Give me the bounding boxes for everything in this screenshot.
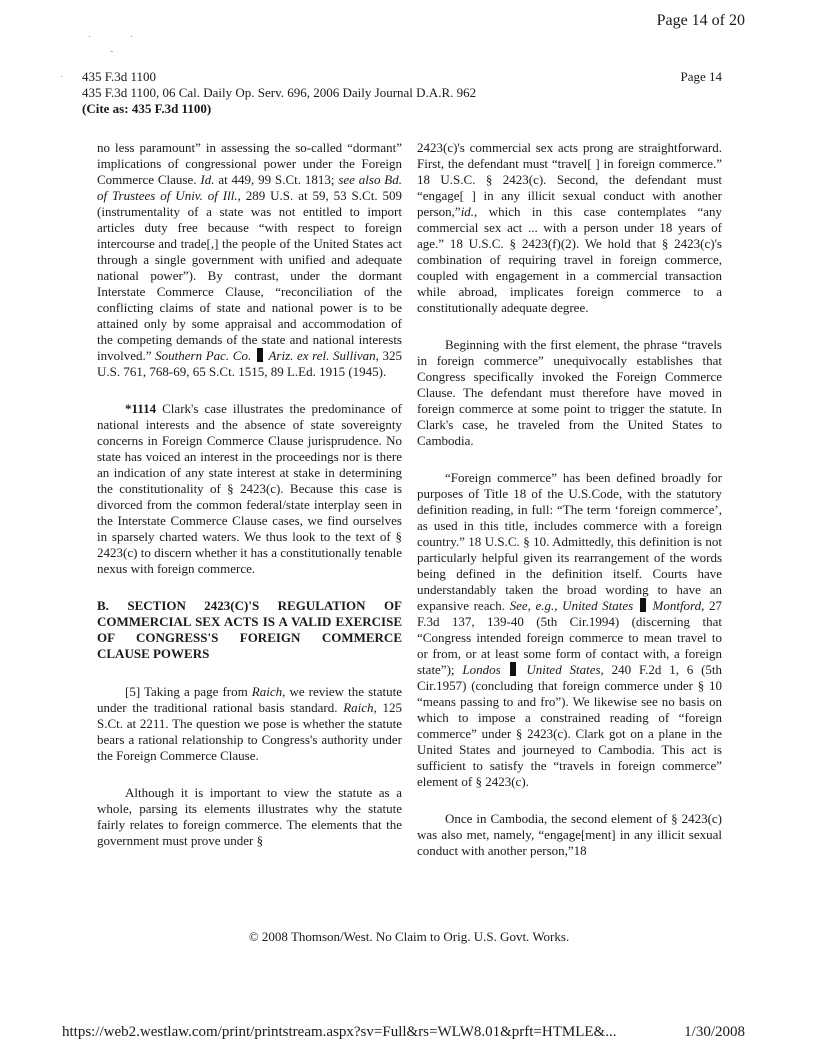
paragraph: Although it is important to view the statute as a whole, parsing its elements illustrates why the statute fairly relates to foreign commerce. The elements that the government must prove under § [97,785,402,848]
paragraph: no less paramount” in assessing the so-called “dormant” implications of congressional power under the Foreign Commerce Clause. Id. at 449, 99 S.Ct. 1813; see also Bd. of Trustees of Univ. of Ill., 289 U.S. at 59, 53 S.Ct. 509 (instrumentality of a state was not entitled to import articles duty free because “with respect to foreign intercourse and trade[,] the people of the United States act through a single government with unified and adequate national power”). By contrast, under the dormant Interstate Commerce Clause, “reconciliation of the conflicting claims of state and national power is to be attained only by some appraisal and accommodation of the competing demands of the state and national interests involved.” Southern Pac. Co. Ariz. ex rel. Sullivan, 325 U.S. 761, 768-69, 65 S.Ct. 1515, 89 L.Ed. 1915 (1945). [97,140,402,379]
keycite-flag-icon [257,348,263,362]
keycite-flag-icon [640,598,646,612]
copyright-footer: © 2008 Thomson/West. No Claim to Orig. U.S. Govt. Works. [248,929,570,944]
paragraph: “Foreign commerce” has been defined broadly for purposes of Title 18 of the U.S.Code, with the statutory definition reading, in full: “The term ‘foreign commerce’, as used in this title, includes commerce with a foreign country.” 18 U.S.C. § 10. Admittedly, this definition is not particularly helpful given its rearrangement of the words being defined in the definition itself. Courts have understandably taken the broad wording to have an expansive reach. See, e.g., United States Montford, 27 F.3d 137, 139-40 (5th Cir.1994) (discerning that “Congress intended foreign commerce to mean travel to or from, or at least some form of contact with, a foreign state”); Londos United States, 240 F.2d 1, 6 (5th Cir.1957) (concluding that foreign commerce under § 10 “means passing to and fro”). We likewise see no basis on which to impose a constrained reading of “foreign commerce” under § 2423(c). Clark got on a plane in the United States and journeyed to Cambodia. This act is sufficient to satisfy the “travels in foreign commerce” element of § 2423(c). [417,470,723,789]
paragraph: [5] Taking a page from Raich, we review the statute under the traditional rational basis standard. Raich, 125 S.Ct. at 2211. The question we pose is whether the statute bears a rational relationship to Congress's authority under the Foreign Commerce Clause. [97,684,403,763]
scan-speck: · · [88,32,152,43]
left-column [97,140,402,870]
scan-speck: · [60,72,64,83]
section-heading: B. SECTION 2423(C)'S REGULATION OF COMMERCIAL SEX ACTS IS A VALID EXERCISE OF CONGRESS'S FOREIGN COMMERCE CLAUSE POWERS [97,598,402,661]
citation-block [82,69,476,117]
star-page: *1114 [125,401,157,416]
print-url: https://web2.westlaw.com/print/printstream.aspx?sv=Full&rs=WLW8.01&prft=HTMLE&... [62,1024,617,1040]
paragraph: 2423(c)'s commercial sex acts prong are straightforward. First, the defendant must “travel[ ] in foreign commerce.” 18 U.S.C. § 2423(c). Second, the defendant must “engage[ ] in any illicit sexual conduct with another person,”id., which in this case contemplates “any commercial sex act ... with a person under 18 years of age.” 18 U.S.C. § 2423(f)(2). We hold that § 2423(c)'s combination of requiring travel in foreign commerce, coupled with engagement in a commercial transaction while abroad, implicates foreign commerce to a constitutionally adequate degree. [417,140,722,315]
page-label: Page 14 [680,69,722,84]
paragraph: *1114 Clark's case illustrates the predominance of national interests and the absence of state sovereignty concerns in Foreign Commerce Clause jurisprudence. No state has voiced an interest in the proceedings nor is there an indication of any state interest at stake in determining the constitutionality of § 2423(c). Because this case is divorced from the common federal/state interplay seen in the Interstate Commerce Clause cases, we find ourselves in sparsely charted waters. We thus look to the text of § 2423(c) to discern whether it has a constitutionally tenable nexus with foreign commerce. [97,401,402,576]
citation-line: 435 F.3d 1100 [82,69,156,84]
page-indicator: Page 14 of 20 [656,12,745,29]
citation-line: 435 F.3d 1100, 06 Cal. Daily Op. Serv. 696, 2006 Daily Journal D.A.R. 962 [82,85,477,100]
right-column [417,140,722,880]
print-date: 1/30/2008 [684,1024,745,1040]
scan-speck: - [110,46,114,57]
paragraph: Once in Cambodia, the second element of § 2423(c) was also met, namely, “engage[ment] in any illicit sexual conduct with another person,”18 [417,811,722,858]
cite-as: (Cite as: 435 F.3d 1100) [82,101,212,116]
keycite-flag-icon [510,662,516,676]
paragraph: Beginning with the first element, the phrase “travels in foreign commerce” unequivocally establishes that Congress specifically invoked the Foreign Commerce Clause. The defendant must therefore have moved in foreign commerce at some point to trigger the statute. In Clark's case, he traveled from the United States to Cambodia. [417,337,722,448]
